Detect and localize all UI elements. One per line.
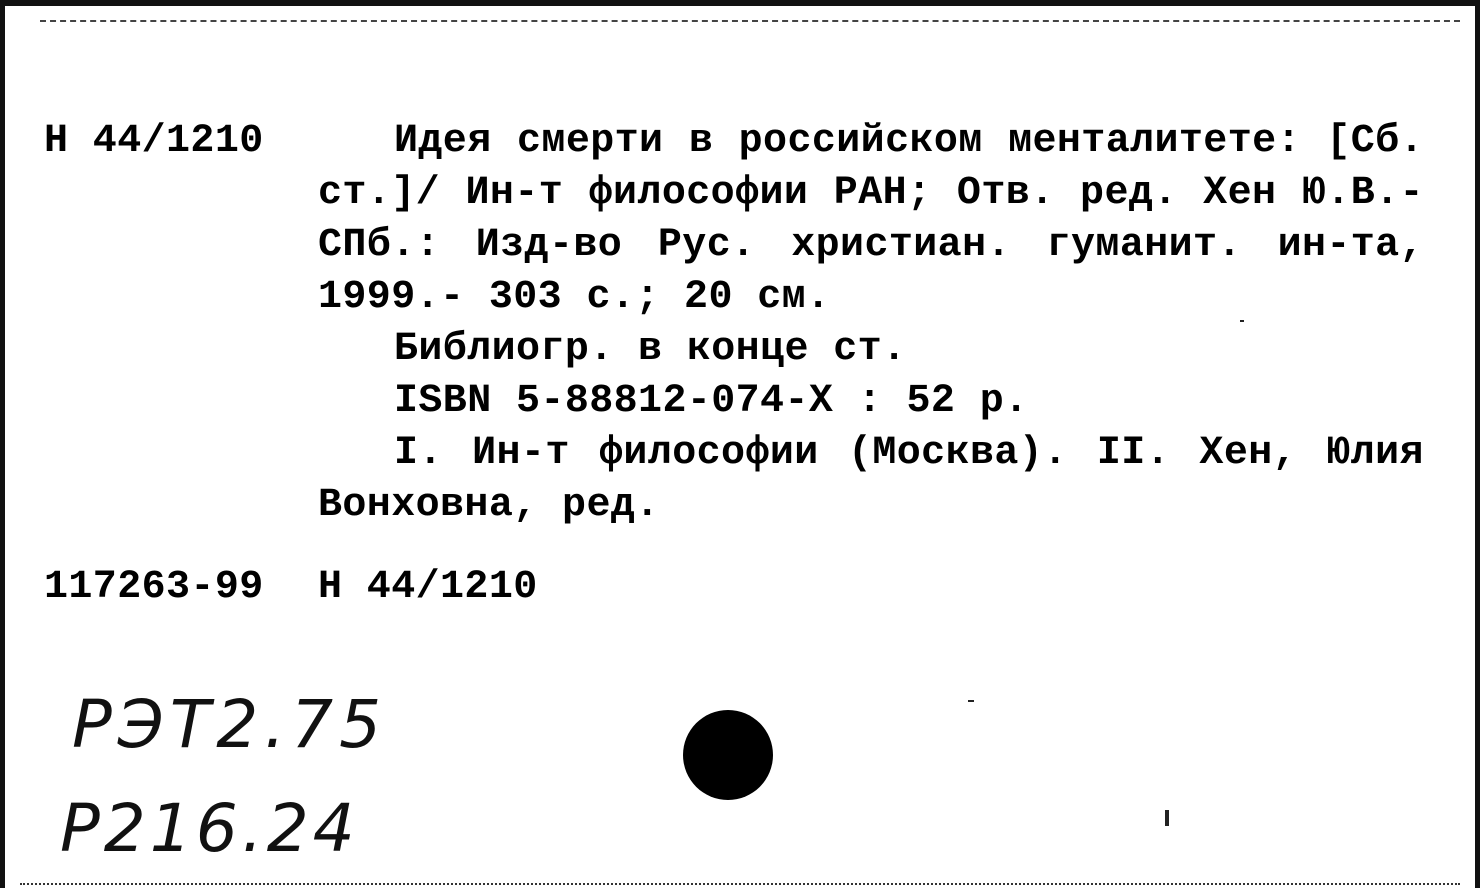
entry-word: I. bbox=[394, 431, 443, 476]
entry-word: РАН; bbox=[833, 171, 932, 216]
entry-word: Юлия bbox=[1326, 431, 1424, 476]
entry-word: Ю.В.- bbox=[1301, 171, 1424, 216]
inventory-number: 117263-99 bbox=[44, 565, 264, 610]
entry-line: Вонховна, ред. bbox=[318, 483, 660, 528]
card-punch-hole bbox=[683, 710, 773, 800]
entry-word: Ин-т bbox=[465, 171, 564, 216]
shelf-mark: Н 44/1210 bbox=[318, 565, 538, 610]
entry-word: Рус. bbox=[657, 223, 756, 268]
card-left-edge bbox=[0, 0, 5, 888]
entry-line bbox=[318, 116, 1424, 168]
entry-word: Ин-т bbox=[472, 431, 570, 476]
entry-word: ин-та, bbox=[1277, 223, 1424, 268]
card-bottom-dotted-line bbox=[20, 883, 1460, 885]
bibliographic-entry bbox=[318, 116, 1424, 532]
call-number: Н 44/1210 bbox=[44, 119, 264, 164]
entry-word: ст.]/ bbox=[318, 171, 441, 216]
ink-speck bbox=[968, 700, 974, 702]
ink-speck bbox=[1165, 810, 1169, 826]
entry-line: 1999.- 303 с.; 20 см. bbox=[318, 275, 831, 320]
entry-word: Отв. bbox=[956, 171, 1055, 216]
entry-word: гуманит. bbox=[1046, 223, 1242, 268]
entry-word: Хен, bbox=[1199, 431, 1298, 476]
entry-word: (Москва). bbox=[847, 431, 1068, 476]
entry-line: ISBN 5-88812-074-X : 52 р. bbox=[394, 379, 1029, 424]
entry-word: христиан. bbox=[791, 223, 1011, 268]
entry-line bbox=[318, 428, 1424, 480]
entry-word: менталитете: bbox=[1008, 119, 1301, 164]
card-right-edge bbox=[1475, 0, 1480, 888]
entry-word: российском bbox=[738, 119, 983, 164]
entry-word: СПб.: bbox=[318, 223, 441, 268]
entry-line bbox=[318, 220, 1424, 272]
card-top-edge bbox=[0, 0, 1480, 6]
entry-line bbox=[318, 168, 1424, 220]
entry-word: Изд-во bbox=[475, 223, 623, 268]
entry-word: [Сб. bbox=[1326, 119, 1424, 164]
ink-speck bbox=[1240, 320, 1244, 322]
entry-word: в bbox=[688, 119, 714, 164]
entry-word: Идея bbox=[394, 119, 492, 164]
handwritten-classification-1: РЭТ2.75 bbox=[72, 686, 388, 763]
entry-word: философии bbox=[588, 171, 809, 216]
entry-word: смерти bbox=[517, 119, 664, 164]
entry-word: II. bbox=[1096, 431, 1171, 476]
entry-word: ред. bbox=[1080, 171, 1178, 216]
handwritten-classification-2: Р216.24 bbox=[60, 790, 359, 867]
entry-word: философии bbox=[599, 431, 819, 476]
card-top-dotted-line bbox=[40, 20, 1460, 22]
entry-word: Хен bbox=[1203, 171, 1277, 216]
entry-line: Библиогр. в конце ст. bbox=[394, 327, 907, 372]
